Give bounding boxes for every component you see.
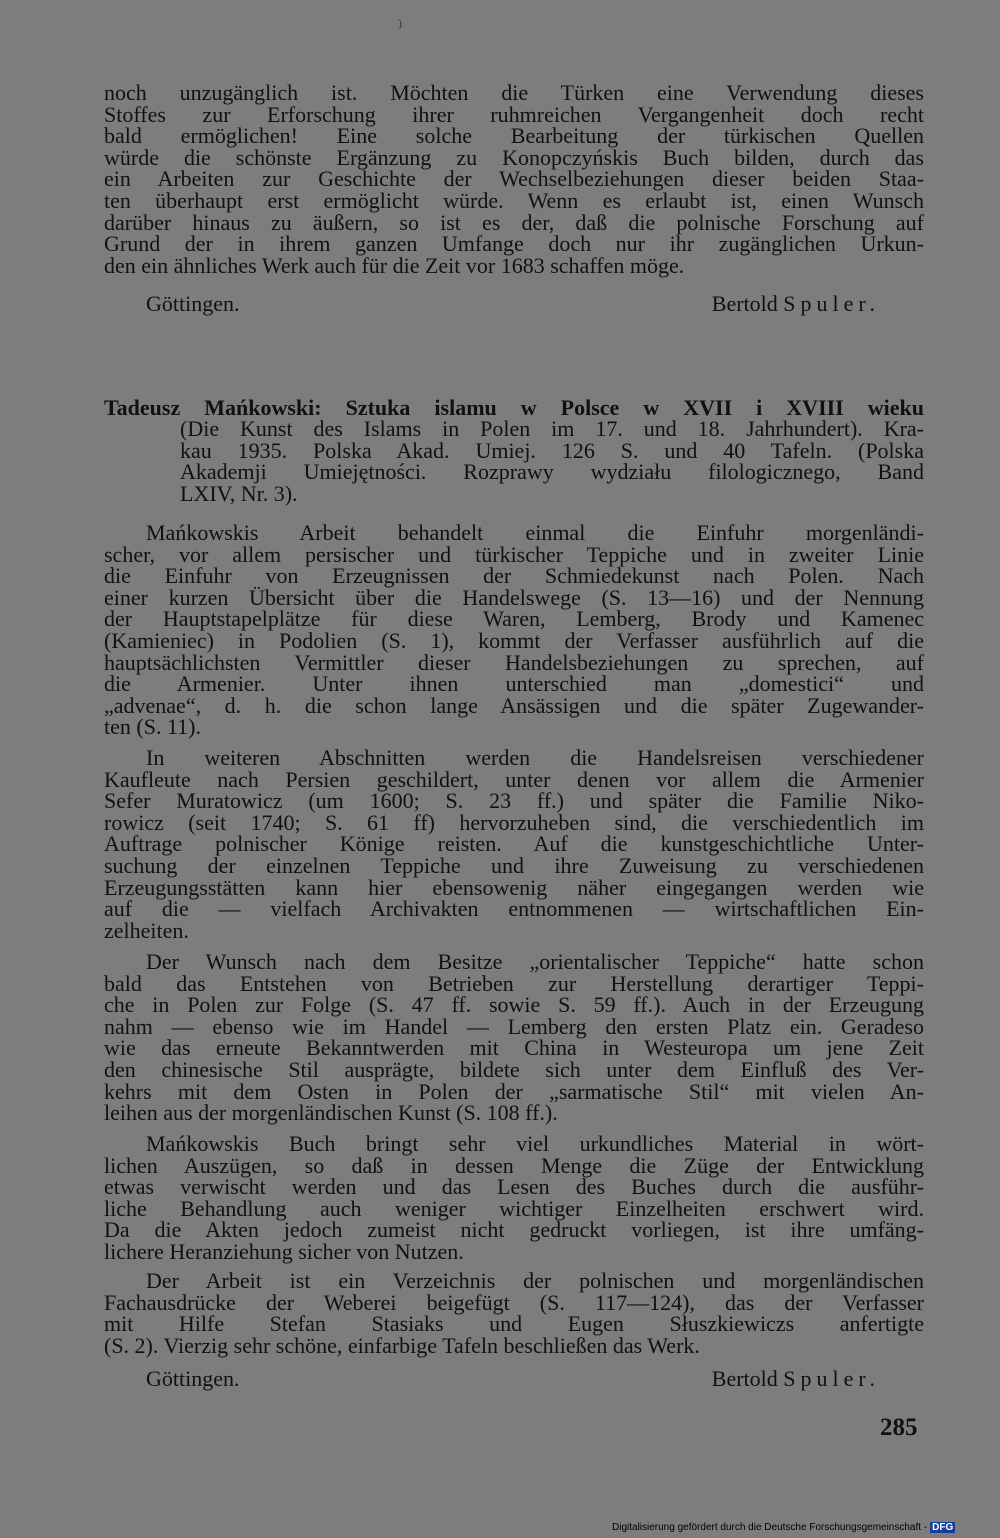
text-line: lichere Heranziehung sicher von Nutzen. [104,1238,464,1264]
footer-credit [612,1522,955,1533]
dfg-logo: DFG [932,1522,954,1533]
signature-1 [146,291,880,317]
text-line: Der Wunsch nach dem Besitze „orientalischer Teppiche“ hatte schon [146,949,924,974]
paragraph-3 [104,747,924,941]
text-line: suchung der einzelnen Teppiche und ihre Zuweisung zu verschiedenen [104,852,924,878]
text-line: Mańkowskis Arbeit behandelt einmal die Einfuhr morgenländi- [146,520,924,545]
text-line: „advenae“, d. h. die schon lange Ansässigen und die später Zugewander- [104,692,924,718]
page-number: 285 [880,1414,918,1441]
text-line: (S. 2). Vierzig sehr schöne, einfarbige Tafeln beschließen das Werk. [104,1332,700,1358]
text-line: Stoffes zur Erforschung ihrer ruhmreichen Vergangenheit doch recht [104,101,924,127]
text-line: ten (S. 11). [104,714,201,740]
text-line: noch unzugänglich ist. Möchten die Türken eine Verwendung dieses [104,80,924,105]
text-line: nahm — ebenso wie im Handel — Lemberg den ersten Platz ein. Geradeso [104,1013,924,1039]
text-line: lichen Auszügen, so daß in dessen Menge die Züge der Entwicklung [104,1152,924,1178]
text-line: bald das Entstehen von Betrieben zur Herstellung derartiger Teppi- [104,970,924,996]
text-line: Kaufleute nach Persien geschildert, unter denen vor allem die Armenier [104,766,924,792]
text-line: mit Hilfe Stefan Stasiaks und Eugen Słuszkiewiczs anfertigte [104,1311,924,1337]
text-line: die Einfuhr von Erzeugnissen der Schmiedekunst nach Polen. Nach [104,563,924,589]
text-line: zelheiten. [104,917,189,943]
paragraph-2 [104,522,924,738]
signature-place: Göttingen. [146,1366,240,1391]
text-line: Fachausdrücke der Weberei beigefügt (S. 117—124), das der Verfasser [104,1289,924,1315]
signature-author: Bertold Spuler. [711,291,880,316]
text-line: liche Behandlung auch weniger wichtiger Einzelheiten erschwert wird. [104,1195,924,1221]
paragraph-6 [104,1270,924,1356]
text-line: wie das erneute Bekanntwerden mit China in Westeuropa um jene Zeit [104,1035,924,1061]
review-bibliography [104,418,924,504]
signature-author: Bertold Spuler. [711,1366,880,1391]
signature-2 [146,1366,880,1392]
text-line: scher, vor allem persischer und türkischer Teppiche und in zweiter Linie [104,541,924,567]
text-line: darüber hinaus zu äußern, so ist es der, daß die polnische Forschung auf [104,209,924,235]
paragraph-5 [104,1133,924,1263]
text-line: hauptsächlichsten Vermittler dieser Handelsbeziehungen zu sprechen, auf [104,649,924,675]
text-line: ein Arbeiten zur Geschichte der Wechselbeziehungen dieser beiden Staa- [104,166,924,192]
text-line: leihen aus der morgenländischen Kunst (S. 108 ff.). [104,1100,558,1126]
text-line: Erzeugungsstätten kann hier ebensowenig näher eingegangen werden wie [104,874,924,900]
text-line: Der Arbeit ist ein Verzeichnis der polnischen und morgenländischen [146,1268,924,1293]
text-line: rowicz (seit 1740; S. 61 ff) hervorzuheben sind, die verschiedentlich im [104,809,924,835]
text-line: die Armenier. Unter ihnen unterschied man „domestici“ und [104,671,924,697]
page-mark: ) [398,16,402,30]
bibliography-line: kau 1935. Polska Akad. Umiej. 126 S. und 40 Tafeln. (Polska [180,437,924,463]
text-line: Grund der in ihrem ganzen Umfange doch nur ihr zugänglichen Urkun- [104,231,924,257]
text-line: den chinesische Stil ausprägte, bildete sich unter dem Einfluß des Ver- [104,1056,924,1082]
text-line: der Hauptstapelplätze für diese Waren, Lemberg, Brody und Kamenec [104,606,924,632]
text-line: (Kamieniec) in Podolien (S. 1), kommt der Verfasser ausführlich auf die [104,627,924,653]
text-line: einer kurzen Übersicht über die Handelswege (S. 13—16) und der Nennung [104,584,924,610]
footer-text: Digitalisierung gefördert durch die Deutsche Forschungsgemeinschaft - [612,1522,928,1533]
text-line: den ein ähnliches Werk auch für die Zeit vor 1683 schaffen möge. [104,252,685,278]
signature-place: Göttingen. [146,291,240,316]
review-title: Tadeusz Mańkowski: Sztuka islamu w Polsce w XVII i XVIII wieku [104,395,924,420]
text-line: Auftrage polnischer Könige reisten. Auf die kunstgeschichtliche Unter- [104,831,924,857]
text-line: kehrs mit dem Osten in Polen der „sarmatische Stil“ mit vielen An- [104,1078,924,1104]
bibliography-line: LXIV, Nr. 3). [180,480,298,506]
paragraph-1 [104,82,924,276]
paragraph-4 [104,951,924,1124]
text-line: etwas verwischt werden und das Lesen des Buches durch die ausführ- [104,1174,924,1200]
bibliography-line: Akademji Umiejętności. Rozprawy wydziału filologicznego, Band [180,459,924,485]
text-line: Sefer Muratowicz (um 1600; S. 23 ff.) und später die Familie Niko- [104,788,924,814]
text-line: Mańkowskis Buch bringt sehr viel urkundliches Material in wört- [146,1131,924,1156]
bibliography-line: (Die Kunst des Islams in Polen im 17. und 18. Jahrhundert). Kra- [180,416,924,442]
text-line: bald ermöglichen! Eine solche Bearbeitung der türkischen Quellen [104,123,924,149]
text-line: ten überhaupt erst ermöglicht würde. Wenn es erlaubt ist, einen Wunsch [104,187,924,213]
text-line: In weiteren Abschnitten werden die Handelsreisen verschiedener [146,745,924,770]
review-heading [104,397,924,504]
text-line: würde die schönste Ergänzung zu Konopczyńskis Buch bilden, durch das [104,144,924,170]
text-line: auf die — vielfach Archivakten entnommenen — wirtschaftlichen Ein- [104,896,924,922]
text-line: Da die Akten jedoch zumeist nicht gedruckt vorliegen, ist ihre umfäng- [104,1217,924,1243]
text-line: che in Polen zur Folge (S. 47 ff. sowie S. 59 ff.). Auch in der Erzeugung [104,992,924,1018]
